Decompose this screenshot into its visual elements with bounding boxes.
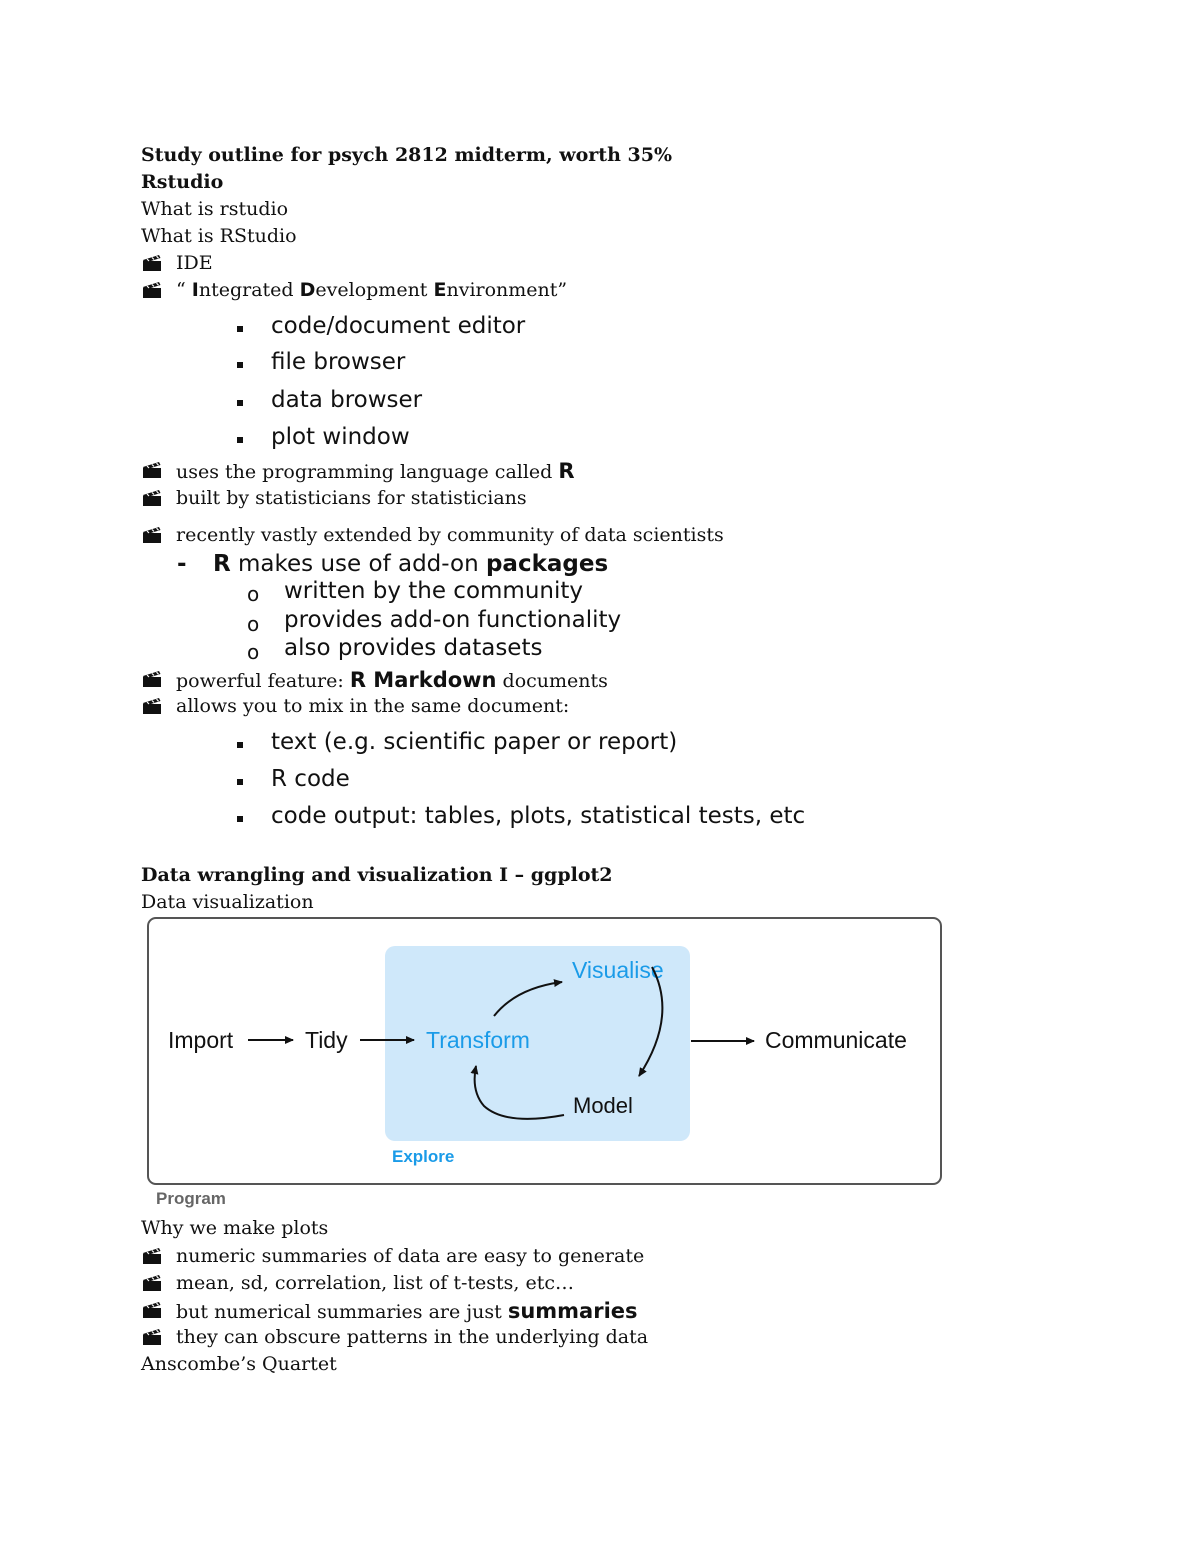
clapperboard-icon [142, 697, 162, 715]
mix-item: text (e.g. scientific paper or report) [271, 729, 678, 755]
bullet-text: they can obscure patterns in the underlying data [176, 1326, 649, 1348]
bullet-text-part: uses the programming language called [176, 461, 559, 483]
circle-bullet-icon: o [247, 612, 260, 636]
package-item: written by the community [284, 578, 584, 604]
square-bullet-icon [237, 400, 243, 406]
bullet-text: mean, sd, correlation, list of t-tests, etc… [176, 1272, 575, 1294]
word-part: evelopment [315, 279, 434, 301]
text-part: documents [496, 670, 608, 692]
bullet-text [176, 668, 608, 692]
clapperboard-icon [142, 1247, 162, 1265]
diagram-label-program: Program [156, 1189, 226, 1208]
bullet-text: allows you to mix in the same document: [176, 695, 570, 717]
diagram-label-tidy: Tidy [305, 1027, 348, 1053]
circle-bullet-icon: o [247, 640, 260, 664]
section-heading-ggplot2: Data wrangling and visualization I – ggplot2 [141, 864, 613, 886]
bold-term: R [558, 459, 575, 483]
ide-part-item: code/document editor [271, 313, 526, 339]
bold-term: R Markdown [349, 668, 497, 692]
ide-part-item: file browser [271, 349, 406, 375]
bullet-text: recently vastly extended by community of data scientists [176, 524, 724, 546]
bullet-text: numeric summaries of data are easy to generate [176, 1245, 645, 1267]
acronym-letter: I [191, 279, 199, 301]
diagram-label-explore: Explore [392, 1147, 455, 1166]
square-bullet-icon [237, 779, 243, 785]
diagram-label-communicate: Communicate [765, 1027, 907, 1053]
ide-acronym-line [176, 279, 567, 301]
square-bullet-icon [237, 742, 243, 748]
text-part: but numerical summaries are just [176, 1301, 508, 1323]
bold-term: R [213, 551, 231, 577]
ide-part-item: plot window [271, 424, 410, 450]
diagram-label-transform: Transform [426, 1027, 530, 1053]
acronym-letter: E [433, 279, 447, 301]
clapperboard-icon [142, 526, 162, 544]
bullet-text: built by statisticians for statisticians [176, 487, 527, 509]
dash-bullet-icon: - [177, 551, 187, 577]
square-bullet-icon [237, 362, 243, 368]
bullet-text [176, 1299, 638, 1323]
bold-term: packages [485, 551, 609, 577]
clapperboard-icon [142, 281, 162, 299]
document-title: Study outline for psych 2812 midterm, worth 35% [141, 144, 673, 166]
square-bullet-icon [237, 326, 243, 332]
subheading: Data visualization [141, 891, 314, 913]
square-bullet-icon [237, 816, 243, 822]
square-bullet-icon [237, 437, 243, 443]
acronym-letter: D [299, 279, 316, 301]
question-line: What is rstudio [141, 198, 289, 220]
package-item: also provides datasets [284, 635, 543, 661]
clapperboard-icon [142, 670, 162, 688]
bold-term: summaries [507, 1299, 638, 1323]
diagram-label-visualise: Visualise [572, 957, 664, 983]
quote-open: “ [176, 279, 192, 301]
diagram-label-import: Import [168, 1027, 234, 1053]
clapperboard-icon [142, 254, 162, 272]
word-part: ntegrated [198, 279, 300, 301]
package-item: provides add-on functionality [284, 607, 622, 633]
word-part: nvironment” [446, 279, 568, 301]
mix-item: R code [271, 766, 350, 792]
clapperboard-icon [142, 1301, 162, 1319]
subheading: Why we make plots [141, 1217, 329, 1239]
packages-line [213, 551, 608, 577]
text-part: makes use of add-on [230, 551, 486, 577]
section-heading-rstudio: Rstudio [141, 171, 224, 193]
clapperboard-icon [142, 1328, 162, 1346]
circle-bullet-icon: o [247, 582, 260, 606]
bullet-text [176, 459, 575, 483]
clapperboard-icon [142, 461, 162, 479]
data-science-workflow-diagram [146, 916, 946, 1216]
mix-item: code output: tables, plots, statistical tests, etc [271, 803, 806, 829]
diagram-label-model: Model [573, 1093, 633, 1118]
clapperboard-icon [142, 489, 162, 507]
question-line: What is RStudio [141, 225, 297, 247]
clapperboard-icon [142, 1274, 162, 1292]
subheading: Anscombe’s Quartet [141, 1353, 337, 1375]
bullet-text: IDE [176, 252, 213, 274]
ide-part-item: data browser [271, 387, 423, 413]
text-part: powerful feature: [176, 670, 350, 692]
